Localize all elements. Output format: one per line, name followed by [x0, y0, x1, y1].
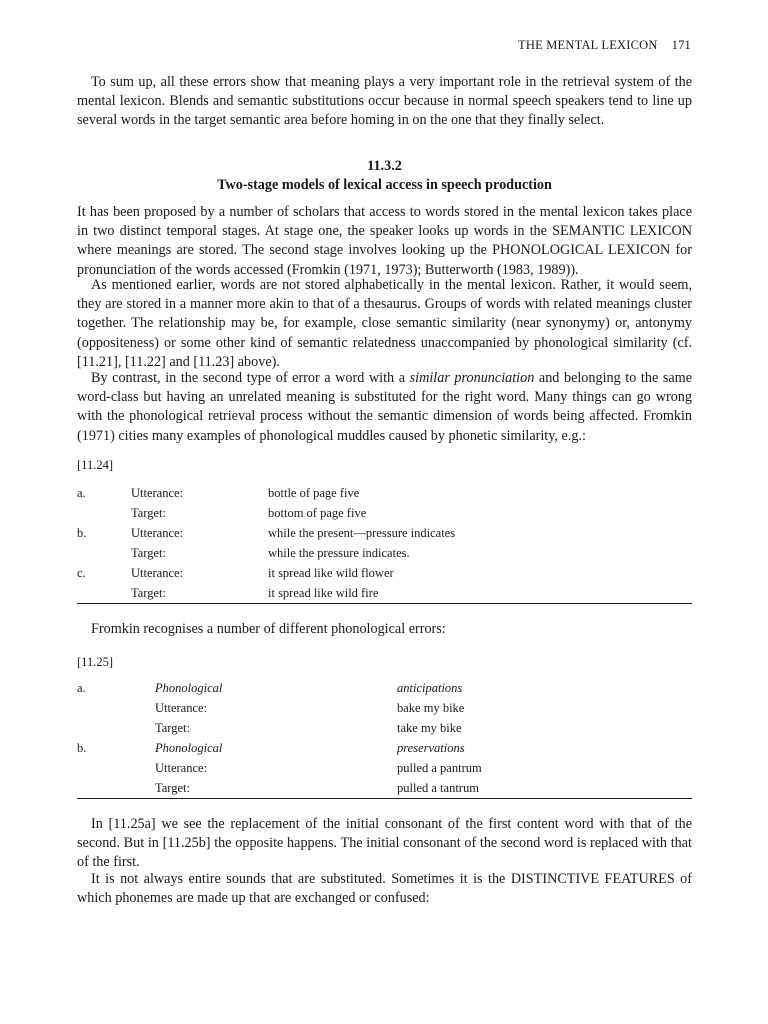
example-text: it spread like wild fire [268, 583, 692, 604]
example-row [77, 523, 692, 543]
example-row [77, 543, 692, 563]
example-type: Utterance: [155, 761, 208, 775]
example-label-11-25: [11.25] [77, 655, 113, 669]
p3-text-after: and belonging to the same word-class but having an unrelated meaning is substituted for the right word. Many things can go wrong with the phonological retrieval process without the semantic dimension of words being affected. Fromkin (1971) cities many examples of phonological muddles caused by phonetic similarity, e.g.: [77, 370, 693, 444]
paragraph-distinctive-features: It is not always entire sounds that are substituted. Sometimes it is the DISTINCTIVE FEATURES of which phonemes are made up that are exchanged or confused: [77, 871, 692, 907]
example-type: Target: [131, 546, 166, 560]
example-letter [77, 503, 131, 523]
example-row [77, 483, 692, 503]
example-type: Target: [131, 506, 166, 520]
p3-emphasis: similar pronunciation [409, 370, 535, 386]
example-type: Phonological [155, 741, 223, 755]
example-type: Phonological [155, 681, 223, 695]
example-table-11-24 [77, 483, 692, 604]
example-row [77, 583, 692, 604]
example-letter: c. [77, 566, 86, 580]
paragraph-thesaurus: As mentioned earlier, words are not stored alphabetically in the mental lexicon. Rather, it would seem, they are stored in a manner more akin to that of a thesaurus. Groups of words with related meanings cluster together. The relationship may be, for example, close semantic similarity (near synonymy) or, antonymy (oppositeness) or some other kind of semantic relatedness unaccompanied by phonological similarity (cf. [11.21], [11.22] and [11.23] above). [77, 277, 692, 370]
paragraph-replacement: In [11.25a] we see the replacement of the initial consonant of the first content word with that of the second. But in [11.25b] the opposite happens. The initial consonant of the second word is replaced with that of the first. [77, 816, 692, 871]
page-number: 171 [671, 38, 691, 52]
example-row [77, 698, 692, 718]
example-text: take my bike [397, 721, 462, 735]
paragraph-fromkin: Fromkin recognises a number of different phonological errors: [91, 621, 446, 637]
example-text: pulled a tantrum [397, 778, 692, 799]
p3-text-before: By contrast, in the second type of error a word with a [91, 370, 410, 386]
running-header [518, 38, 691, 53]
example-letter: b. [77, 741, 87, 755]
paragraph-two-stage: It has been proposed by a number of scholars that access to words stored in the mental lexicon takes place in two distinct temporal stages. At stage one, the speaker looks up words in the SEMANTIC LEXICON where meanings are stored. The second stage involves looking up the PHONOLOGICAL LEXICON for pronunciation of the words accessed (Fromkin (1971, 1973); Butterworth (1983, 1989)). [77, 204, 692, 278]
example-text: bottle of page five [268, 486, 360, 500]
example-row [77, 738, 692, 758]
paragraph-phonological-errors [77, 369, 692, 446]
example-row [77, 678, 692, 698]
example-text: anticipations [397, 681, 463, 695]
example-text: it spread like wild flower [268, 566, 394, 580]
running-header-title: THE MENTAL LEXICON [518, 38, 658, 52]
example-letter [77, 543, 131, 563]
example-type: Target: [155, 721, 190, 735]
example-letter [77, 698, 155, 718]
example-type: Utterance: [155, 701, 208, 715]
section-number: 11.3.2 [367, 158, 402, 174]
example-letter: a. [77, 486, 86, 500]
example-type: Target: [131, 583, 268, 604]
example-table-11-25 [77, 678, 692, 799]
example-label-11-24: [11.24] [77, 458, 113, 472]
example-letter [77, 778, 155, 799]
example-type: Utterance: [131, 566, 184, 580]
example-type: Utterance: [131, 526, 184, 540]
example-letter: b. [77, 526, 87, 540]
example-text: pulled a pantrum [397, 761, 482, 775]
example-type: Utterance: [131, 486, 184, 500]
example-row [77, 563, 692, 583]
example-letter: a. [77, 681, 86, 695]
example-row [77, 758, 692, 778]
example-text: preservations [397, 741, 465, 755]
example-letter [77, 718, 155, 738]
example-text: while the present—pressure indicates [268, 526, 456, 540]
example-letter [77, 583, 131, 604]
example-text: bake my bike [397, 701, 465, 715]
example-row [77, 778, 692, 799]
example-text: while the pressure indicates. [268, 546, 410, 560]
section-title: Two-stage models of lexical access in speech production [217, 177, 552, 193]
example-row [77, 718, 692, 738]
example-row [77, 503, 692, 523]
intro-paragraph: To sum up, all these errors show that meaning plays a very important role in the retrieval system of the mental lexicon. Blends and semantic substitutions occur because in normal speech speakers tend to line up several words in the target semantic area before homing in on the one that they finally select. [77, 74, 692, 129]
example-letter [77, 758, 155, 778]
example-text: bottom of page five [268, 506, 367, 520]
example-type: Target: [155, 778, 397, 799]
